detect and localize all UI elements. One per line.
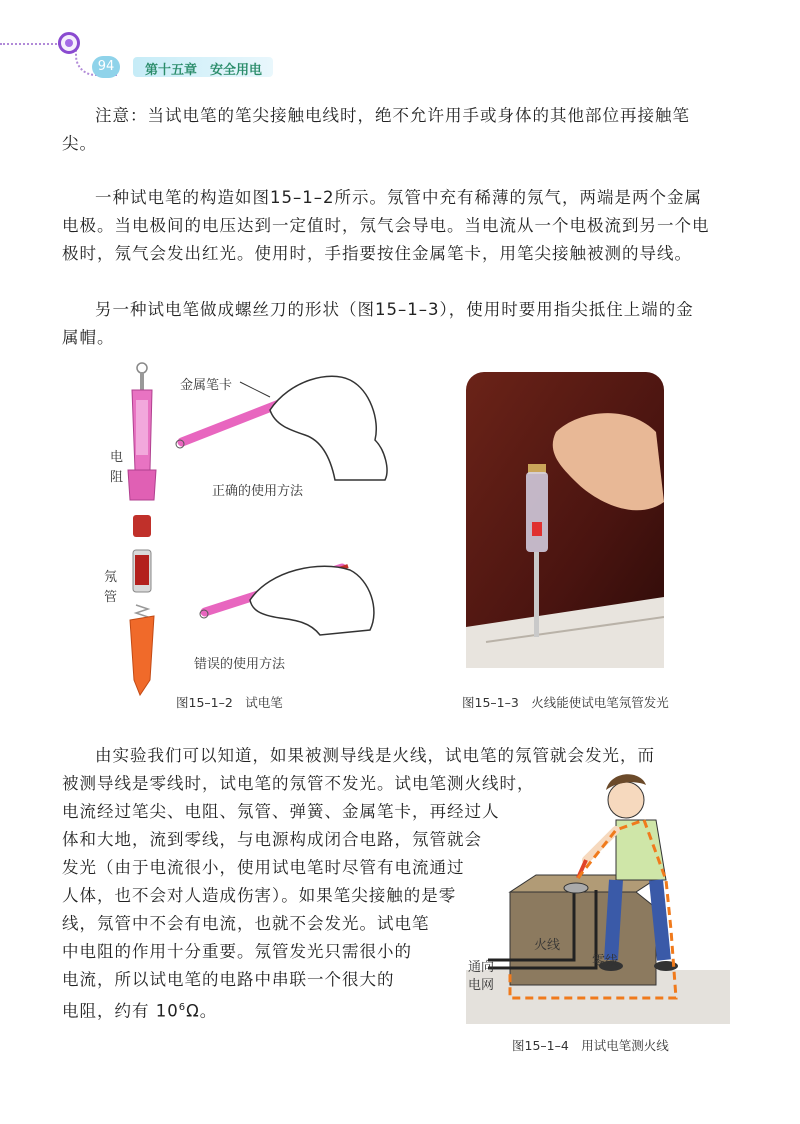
label-wrong-use: 错误的使用方法 <box>194 657 286 672</box>
figure-screwdriver-photo <box>466 372 664 668</box>
label-to-grid-1: 通向 <box>468 960 495 975</box>
label-neon-1: 氖 <box>104 570 118 585</box>
experiment-line: 电流，所以试电笔的电路中串联一个很大的 <box>62 970 395 989</box>
label-live-wire: 火线 <box>534 938 561 953</box>
experiment-line: 人体，也不会对人造成伤害）。如果笔尖接触的是零 <box>62 886 457 905</box>
figure-3-caption: 图15–1–3 火线能使试电笔氖管发光 <box>462 695 669 710</box>
experiment-line: 电流经过笔尖、电阻、氖管、弹簧、金属笔卡，再经过人 <box>62 802 500 821</box>
experiment-line: 发光（由于电流很小，使用试电笔时尽管有电流通过 <box>62 858 465 877</box>
chapter-title: 第十五章 安全用电 <box>145 63 263 78</box>
header-dotted-line <box>0 43 60 45</box>
wrong-use-illustration <box>200 566 374 635</box>
label-resistor-2: 阻 <box>110 470 124 485</box>
experiment-line: 线，氖管中不会有电流，也就不会发光。试电笔 <box>62 914 430 933</box>
exploded-pen <box>128 363 156 695</box>
experiment-line: 被测导线是零线时，试电笔的氖管不发光。试电笔测火线时， <box>62 774 535 793</box>
label-metal-clip: 金属笔卡 <box>180 378 233 393</box>
label-to-grid-2: 电网 <box>468 978 495 993</box>
figure-2-caption: 图15–1–2 试电笔 <box>176 695 283 710</box>
label-resistor-1: 电 <box>110 450 124 465</box>
resistance-suffix: Ω。 <box>186 1001 218 1021</box>
figure-4-caption: 图15–1–4 用试电笔测火线 <box>512 1038 669 1053</box>
figure-live-wire-test <box>466 770 732 1026</box>
resistance-prefix: 电阻，约有 10 <box>62 1001 179 1021</box>
experiment-line: 由实验我们可以知道，如果被测导线是火线，试电笔的氖管就会发光，而 <box>95 746 655 765</box>
label-neutral-wire: 零线 <box>592 954 619 969</box>
paragraph-screwdriver: 另一种试电笔做成螺丝刀的形状（图15–1–3），使用时要用指尖抵住上端的金属帽。 <box>62 300 694 347</box>
note-paragraph: 注意：当试电笔的笔尖接触电线时，绝不允许用手或身体的其他部位再接触笔尖。 <box>62 106 690 153</box>
label-neon-2: 管 <box>104 590 118 605</box>
experiment-line: 体和大地，流到零线，与电源构成闭合电路，氖管就会 <box>62 830 482 849</box>
resistance-exponent: 6 <box>178 1002 187 1013</box>
experiment-line: 中电阻的作用十分重要。氖管发光只需很小的 <box>62 942 412 961</box>
page-number: 94 <box>92 56 120 78</box>
label-correct-use: 正确的使用方法 <box>212 484 304 499</box>
paragraph-structure: 一种试电笔的构造如图15–1–2所示。氖管中充有稀薄的氖气，两端是两个金属电极。当电极间的电压达到一定值时，氖气会导电。当电流从一个电极流到另一个电极时，氖气会发出红光。使用时，手指要按住金属笔卡，用笔尖接触被测的导线。 <box>62 188 710 263</box>
header-ring-icon <box>58 32 80 54</box>
figure-test-pen-diagram <box>80 360 420 700</box>
